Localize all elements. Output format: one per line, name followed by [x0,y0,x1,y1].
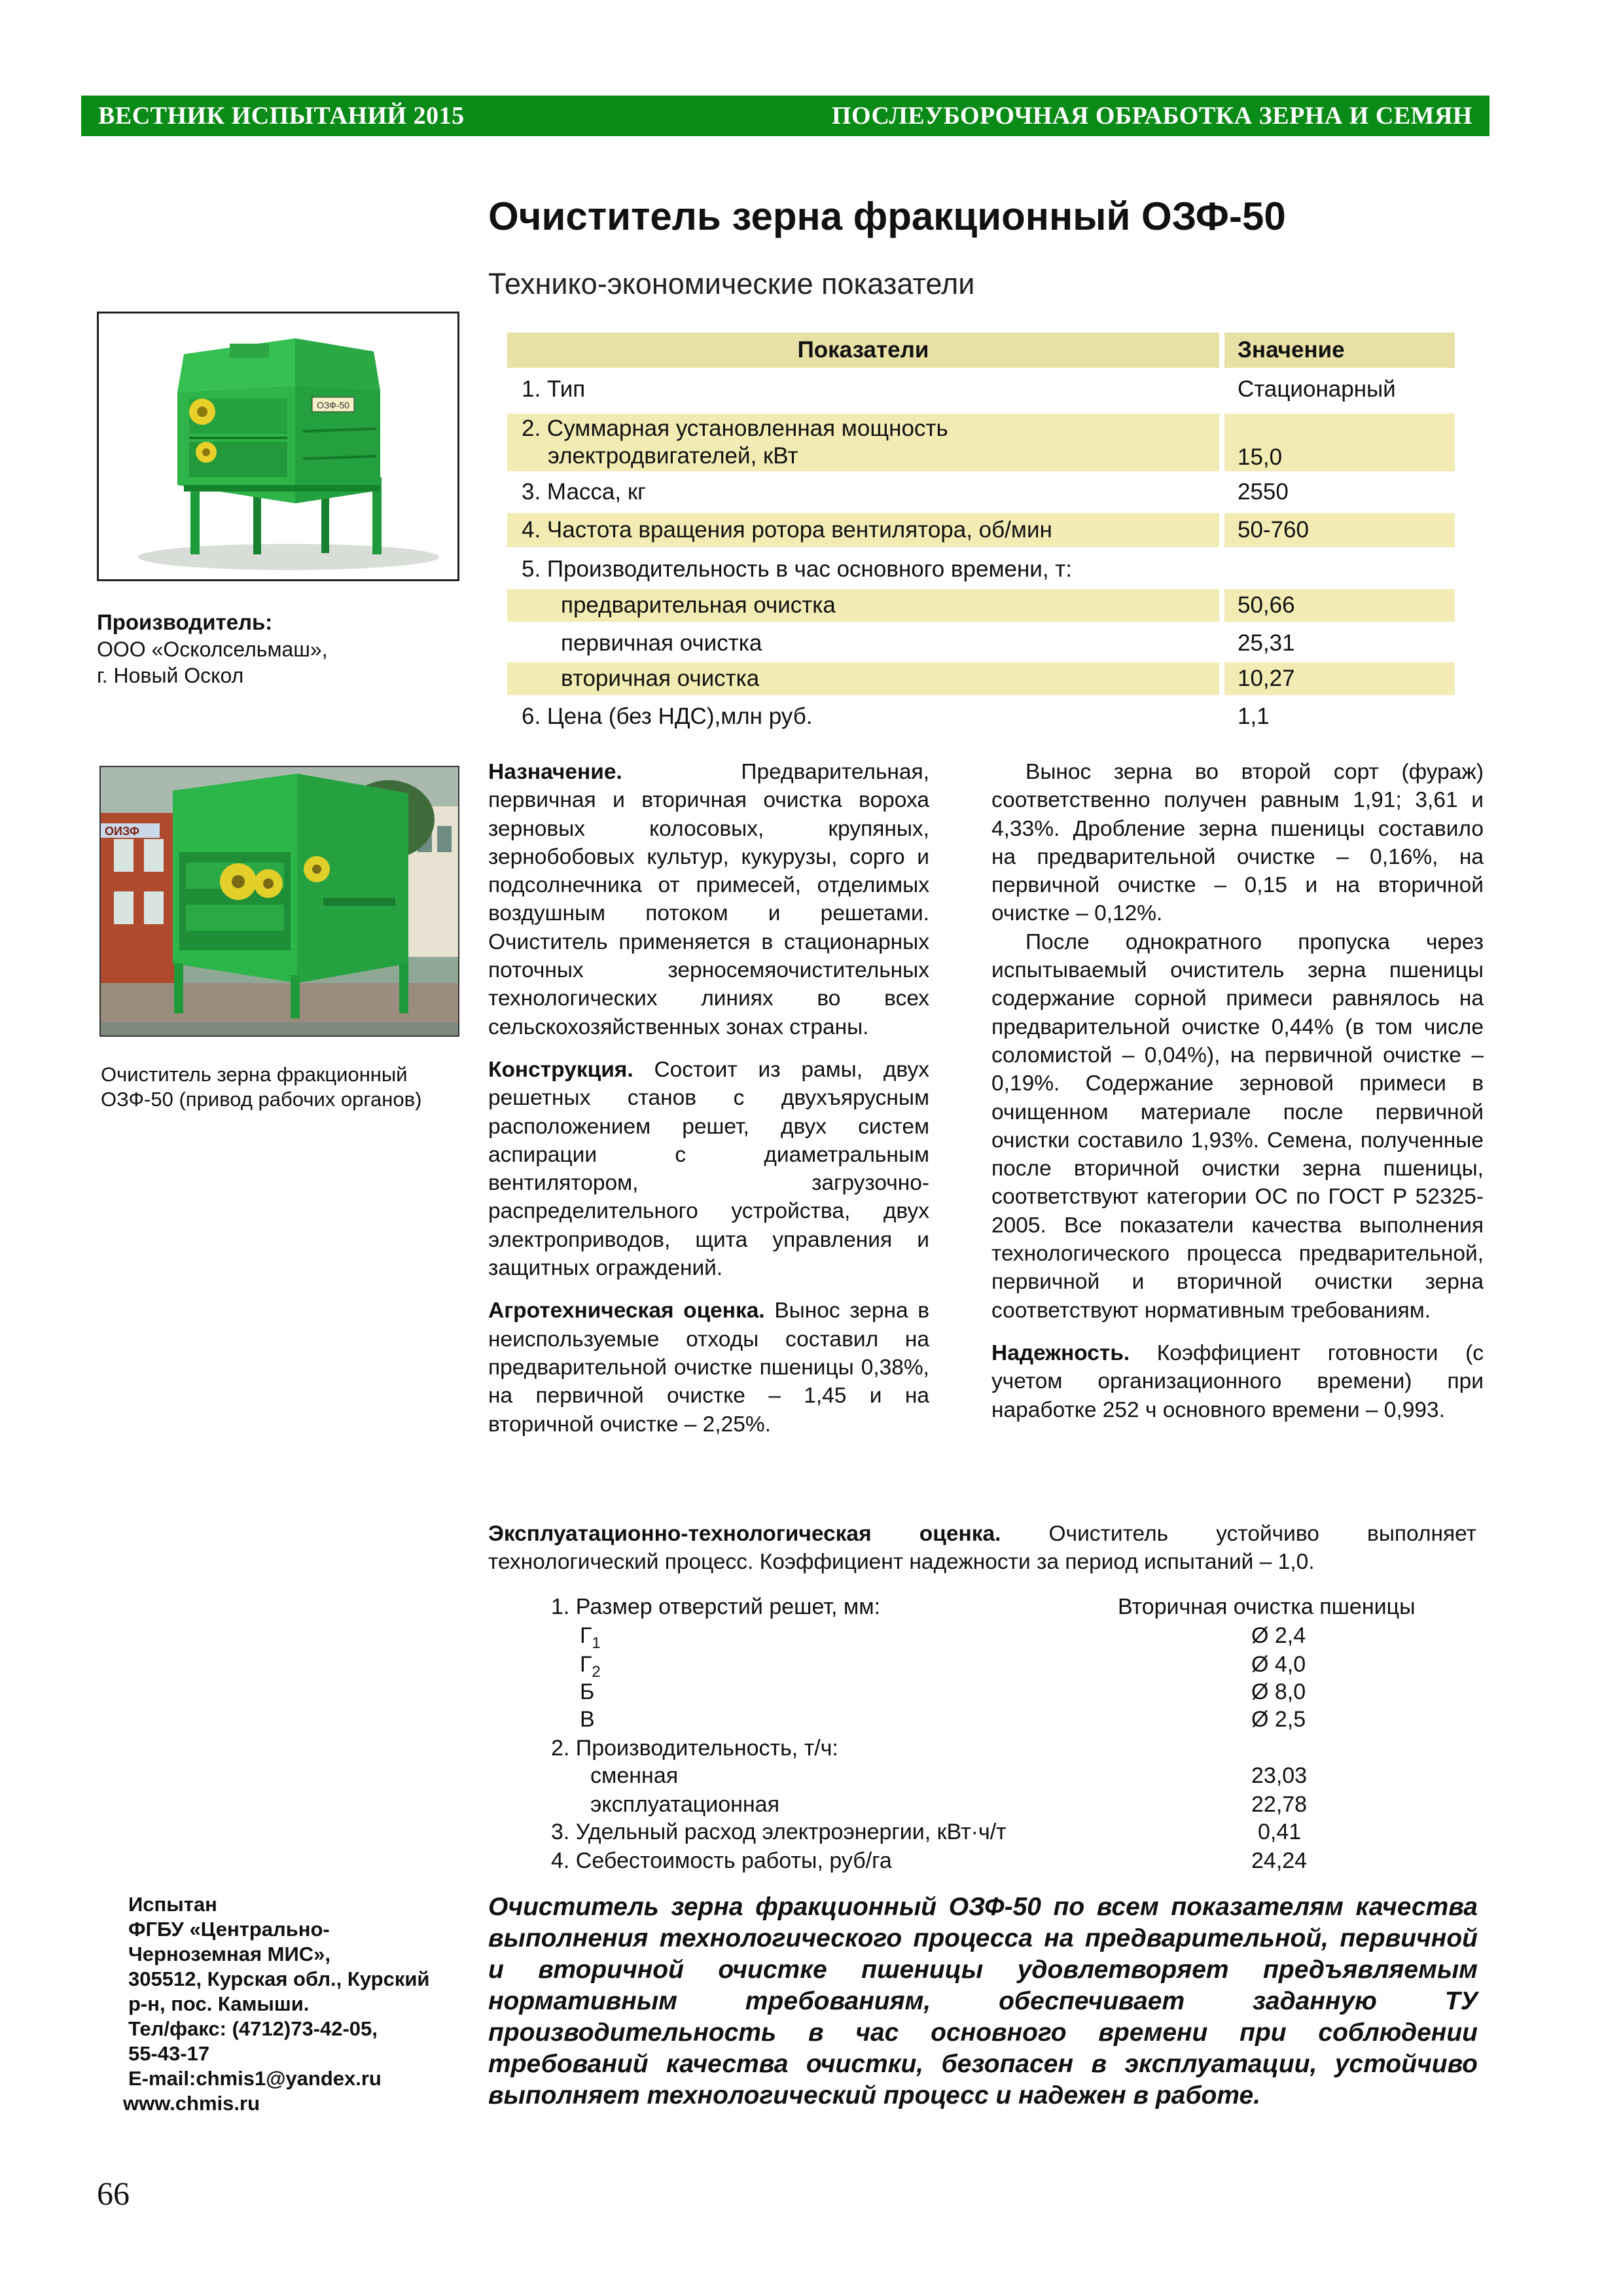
spec-value: 24,24 [1251,1848,1308,1873]
table-row [507,414,1455,471]
exploitation-heading: Эксплуатационно-технологическая оценка. [488,1522,1001,1546]
design-heading: Конструкция. [488,1057,633,1082]
machine-drive-photo [99,766,459,1037]
table-cell-label: первичная очистка [561,630,762,656]
spec-label-sub: 2 [592,1662,601,1681]
header-band [81,96,1489,136]
table-row [507,373,1455,406]
contact-phone: Тел/факс: (4712)73-42-05, [128,2017,378,2040]
spec-value: Ø 2,4 [1251,1623,1306,1648]
page-number: 66 [97,2175,130,2212]
machine-illustration [99,314,457,579]
table-header-value: Значение [1224,332,1455,368]
design-text: Состоит из рамы, двух решетных станов с двухъярусным расположением решет, двух систем аспирации с диаметральным вентилятором, загрузочно-распределительного устройства, двух электроприводов, щита управления и защитных ограждений. [488,1057,929,1281]
exploitation-text: Очиститель устойчиво выполняет технологический процесс. Коэффициент надежности за период испытаний – 1,0. [488,1522,1477,1574]
contact-email[interactable]: E-mail:chmis1@yandex.ru [128,2067,382,2090]
spec-value: Ø 2,5 [1251,1707,1306,1732]
reliability-text: Коэффициент готовности (с учетом организационного времени) при наработке 252 ч основного времени – 0,993. [991,1340,1484,1422]
building-sign: ОИЗФ [105,825,140,838]
table-cell-value: 15,0 [1224,414,1455,471]
table-cell-label: предварительная очистка [507,589,1219,622]
table-cell-value: 50-760 [1224,513,1455,547]
spec-value: 23,03 [1251,1763,1308,1788]
table-cell-label: 3. Масса, кг [522,479,646,505]
reliability-paragraph [991,1339,1484,1424]
table-cell-value: 1,1 [1238,704,1270,729]
spec-label [580,1652,601,1681]
agro-heading: Агротехническая оценка. [488,1299,765,1323]
manufacturer-name: ООО «Осколсельмаш», [97,637,328,661]
page-title: Очиститель зерна фракционный ОЗФ-50 [488,194,1286,238]
table-caption: Технико-экономические показатели [488,267,975,300]
contact-website[interactable]: www.chmis.ru [123,2092,260,2115]
photo-caption-line2: ОЗФ-50 (привод рабочих органов) [101,1088,422,1111]
spec-value: Ø 4,0 [1251,1652,1306,1677]
spec-label [580,1623,601,1653]
spec-label: 3. Удельный расход электроэнергии, кВт·ч/т [551,1820,1007,1844]
table-row [507,700,1455,733]
spec-label-sub: 1 [592,1634,601,1652]
table-cell-label: 4. Частота вращения ротора вентилятора, об/мин [507,513,1219,547]
text-column-right [991,758,1484,1424]
table-cell-label-line1: 2. Суммарная установленная мощность [522,416,948,441]
manufacturer-label: Производитель: [97,610,273,634]
table-cell-label: 6. Цена (без НДС),млн руб. [522,704,813,729]
spec-label: 1. Размер отверстий решет, мм: [551,1594,881,1619]
manufacturer-city: г. Новый Оскол [97,664,244,687]
reliability-heading: Надежность. [991,1340,1130,1365]
journal-title: ВЕСТНИК ИСПЫТАНИЙ 2015 [98,102,465,130]
spec-value: Ø 8,0 [1251,1679,1306,1704]
section-title: ПОСЛЕУБОРОЧНАЯ ОБРАБОТКА ЗЕРНА И СЕМЯН [831,102,1472,130]
spec-value: 22,78 [1251,1792,1308,1817]
purpose-paragraph [488,758,929,1041]
table-cell-value: 50,66 [1224,589,1455,622]
machine-drive-illustration [101,767,458,1035]
spec-value: 0,41 [1258,1820,1302,1844]
exploitation-paragraph [488,1520,1476,1576]
table-row [507,589,1455,622]
spec-label: сменная [590,1763,679,1788]
table-cell-value: 10,27 [1224,662,1455,695]
spec-label-text: Г [580,1652,592,1677]
design-paragraph [488,1056,929,1282]
tested-by-label: Испытан [128,1893,217,1916]
spec-label: 2. Производительность, т/ч: [551,1736,838,1761]
table-cell-value [1224,552,1455,586]
machine-photo [97,312,459,581]
contact-address: 305512, Курская обл., Курский [128,1967,430,1990]
table-cell-label-line2: электродвигателей, кВт [548,443,798,469]
table-cell-value: 25,31 [1238,630,1295,656]
purpose-text: Предварительная, первичная и вторичная очистка вороха зерновых колосовых, крупяных, зернобобовых культур, кукурузы, сорго и подсолнечника от примесей, отделимых воздушным потоком и решетами. Очиститель применяется в стационарных поточных зерносемяочистительных технологических линиях во всех сельскохозяйственных зонах страны. [488,760,929,1039]
right-paragraph-2: После однократного пропуска через испытываемый очиститель зерна пшеницы содержание сорной примеси равнялось на предварительной очистке 0,44% (в том числе соломистой – 0,04%), на первичной очистке – 0,19%. Содержание зерновой примеси в очищенном материале после первичной очистки составило 1,93%. Семена, полученные после вторичной очистки зерна пшеницы, соответствуют категории ОС по ГОСТ Р 52325-2005. Все показатели качества выполнения технологического процесса предварительной, первичной и вторичной очистки зерна соответствуют нормативным требованиям. [991,929,1484,1323]
agro-text: Вынос зерна в неиспользуемые отходы составил на предварительной очистке пшеницы 0,38%, на первичной очистке – 1,45 и на вторичной очистке – 2,25%. [488,1299,929,1437]
machine-plate: ОЗФ-50 [316,400,350,410]
contact-phone: 55-43-17 [128,2042,210,2065]
table-cell-label: 1. Тип [522,376,586,402]
conclusion-text: Очиститель зерна фракционный ОЗФ-50 по всем показателям качества выполнения технологического процесса на предварительной, первичной и вторичной очистке пшеницы удовлетворяет предъявляемым нормативным требованиям, обеспечивает заданную ТУ производительность в час основного времени при соблюдении требований качества очистки, безопасен в эксплуатации, устойчиво выполняет технологический процесс и надежен в работе. [488,1893,1478,2109]
table-cell-value: 2550 [1238,479,1289,505]
contact-address: р-н, пос. Камыши. [128,1992,310,2015]
table-header-indicator: Показатели [507,332,1219,368]
table-cell-label [507,414,1219,471]
table-cell-label: вторичная очистка [507,662,1219,695]
table-row [507,552,1455,586]
table-header-row [507,332,1455,368]
contact-line: ФГБУ «Центрально- [128,1918,330,1941]
table-row [507,627,1455,660]
spec-label: В [580,1707,595,1732]
spec-label: 4. Себестоимость работы, руб/га [551,1848,892,1873]
table-cell-label: 5. Производительность в час основного времени, т: [522,556,1073,582]
table-row [507,476,1455,508]
purpose-heading: Назначение. [488,760,622,784]
photo-caption-line1: Очиститель зерна фракционный [101,1063,408,1086]
agro-paragraph [488,1297,929,1438]
spec-label: эксплуатационная [590,1792,779,1817]
right-paragraph-1: Вынос зерна во второй сорт (фураж) соответственно получен равным 1,91; 3,61 и 4,33%. Дробление зерна пшеницы составило на предварительной очистке – 0,16%, на первичной очистке – 0,15 и на вторичной очистке – 0,12%. [991,760,1484,926]
table-row [507,662,1455,695]
spec-label: Б [580,1679,595,1704]
text-column-left [488,758,929,1439]
table-row [507,513,1455,547]
spec-label-text: Г [580,1623,592,1648]
table-cell-value: Стационарный [1238,376,1396,402]
contact-line: Черноземная МИС», [128,1943,330,1965]
specs-column-header: Вторичная очистка пшеницы [1118,1594,1416,1619]
